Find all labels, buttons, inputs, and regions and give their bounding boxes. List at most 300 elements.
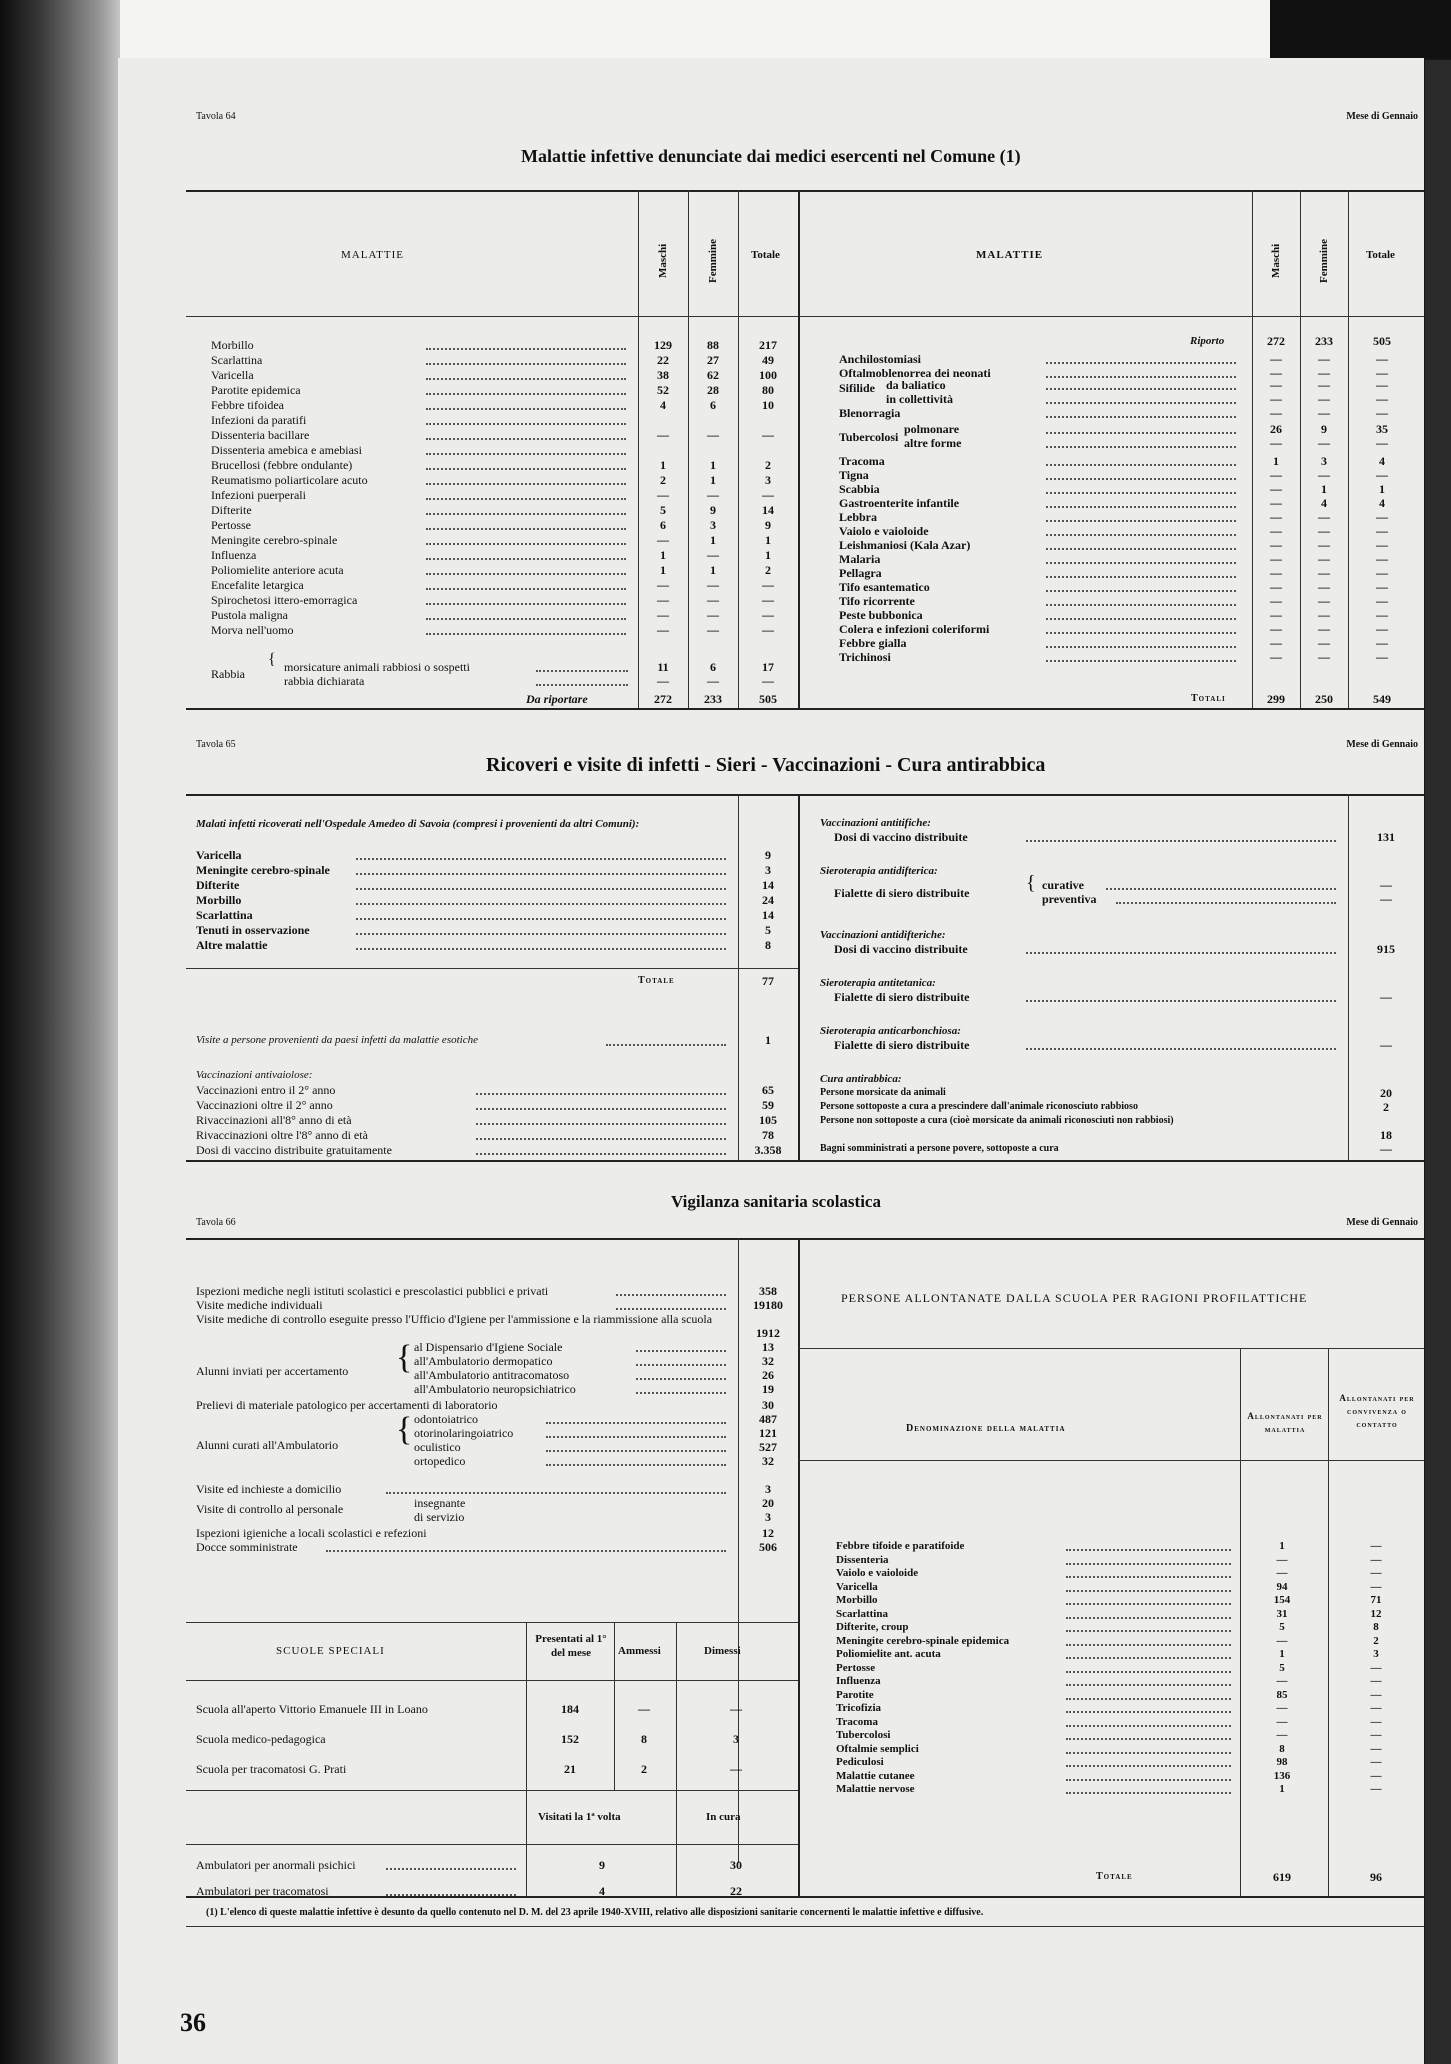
t65-r1-head: Vaccinazioni antitifiche: bbox=[820, 817, 931, 829]
t64-row-totale: 49 bbox=[762, 353, 774, 367]
t65-r1-value: 131 bbox=[1377, 830, 1395, 844]
leader-dots bbox=[1066, 1590, 1231, 1592]
t66-persone-convivenza: — bbox=[1370, 1675, 1382, 1687]
t66-col-incura: In cura bbox=[706, 1811, 741, 1823]
leader-dots bbox=[616, 1294, 726, 1296]
leader-dots bbox=[1046, 478, 1236, 480]
t64-riporto-f: 233 bbox=[1315, 334, 1333, 348]
t64-right-row-label: Tigna bbox=[839, 468, 869, 482]
scan-binding-shadow bbox=[0, 0, 120, 2064]
t64-row-totale: 1 bbox=[765, 533, 771, 547]
t66-controllo-value: 3 bbox=[765, 1510, 771, 1524]
leader-dots bbox=[426, 393, 626, 395]
leader-dots bbox=[1046, 492, 1236, 494]
t64-right-row-totale: — bbox=[1376, 406, 1388, 420]
t64-row-totale: 217 bbox=[759, 338, 777, 352]
t65-col-line bbox=[1348, 794, 1349, 1160]
t64-top-rule bbox=[186, 190, 1424, 192]
t65-r4-value: — bbox=[1380, 990, 1392, 1004]
t64-row-label: Brucellosi (febbre ondulante) bbox=[211, 458, 353, 472]
leader-dots bbox=[476, 1123, 726, 1125]
t64-row-maschi: 22 bbox=[657, 353, 669, 367]
t66-persone-malattia: — bbox=[1276, 1729, 1288, 1741]
t64-row-label: Dissenteria amebica e amebiasi bbox=[211, 443, 362, 457]
t64-row-totale: 100 bbox=[759, 368, 777, 382]
t64-right-row-totale: — bbox=[1376, 538, 1388, 552]
leader-dots bbox=[1066, 1698, 1231, 1700]
t64-col-totale: Totale bbox=[751, 249, 780, 261]
t66-row-value: 1912 bbox=[756, 1326, 780, 1340]
t66-inviati-label: al Dispensario d'Igiene Sociale bbox=[414, 1340, 563, 1354]
t65-visite-label: Visite a persone provenienti da paesi infetti da malattie esotiche bbox=[196, 1034, 478, 1046]
t64-row-maschi: — bbox=[657, 533, 669, 547]
leader-dots bbox=[476, 1093, 726, 1095]
t66-persone-malattia: 1 bbox=[1279, 1540, 1285, 1552]
leader-dots bbox=[1066, 1617, 1231, 1619]
t64-row-label: Morbillo bbox=[211, 338, 254, 352]
t64-row-label: Febbre tifoidea bbox=[211, 398, 284, 412]
t66-persone-label: Malattie nervose bbox=[836, 1783, 915, 1795]
t64-rabbia-row-label: rabbia dichiarata bbox=[284, 674, 365, 688]
t66-col-line bbox=[614, 1622, 615, 1790]
t64-right-row-totale: — bbox=[1376, 650, 1388, 664]
t66-persone-malattia: 94 bbox=[1276, 1580, 1288, 1593]
t64-row-totale: — bbox=[762, 428, 774, 442]
t64-right-row-maschi: — bbox=[1270, 608, 1282, 622]
t66-col-malattia: Allontanati per malattia bbox=[1247, 1411, 1323, 1434]
leader-dots bbox=[1046, 464, 1236, 466]
t66-persone-convivenza: — bbox=[1370, 1688, 1382, 1701]
t66-persone-malattia: 98 bbox=[1276, 1756, 1288, 1768]
t64-row-femmine: — bbox=[707, 488, 719, 502]
leader-dots bbox=[636, 1392, 726, 1394]
t66-persone-label: Malattie cutanee bbox=[836, 1769, 915, 1782]
t64-col-line bbox=[1300, 190, 1301, 708]
leader-dots bbox=[476, 1153, 726, 1155]
t64-row-label: Influenza bbox=[211, 548, 257, 562]
t64-row-label: Encefalite letargica bbox=[211, 578, 304, 592]
t64-right-row-femmine: 3 bbox=[1321, 454, 1327, 468]
t64-right-row-label: Peste bubbonica bbox=[839, 608, 923, 622]
t65-vacc-value: 65 bbox=[762, 1083, 774, 1097]
leader-dots bbox=[426, 543, 626, 545]
t64-row-totale: — bbox=[762, 578, 774, 592]
t66-curati-label: otorinolaringoiatrico bbox=[414, 1426, 514, 1440]
t64-right-row-label: Tifo ricorrente bbox=[839, 594, 915, 608]
t65-vacc-value: 105 bbox=[759, 1113, 777, 1127]
t64-row-label: Scarlattina bbox=[211, 353, 263, 367]
t66-scuole-presentati: 184 bbox=[561, 1702, 579, 1716]
t66-persone-convivenza: 3 bbox=[1373, 1648, 1379, 1660]
t64-row-femmine: — bbox=[707, 578, 719, 592]
t64-row-label: Pustola maligna bbox=[211, 608, 288, 622]
leader-dots bbox=[536, 670, 628, 672]
t64-right-row-maschi: — bbox=[1270, 636, 1282, 650]
t65-r6-value: 20 bbox=[1380, 1086, 1392, 1100]
t66-row-label: Visite mediche individuali bbox=[196, 1298, 323, 1312]
t65-vacc-value: 78 bbox=[762, 1128, 774, 1142]
leader-dots bbox=[1066, 1738, 1231, 1740]
t65-vacc-head: Vaccinazioni antivaiolose: bbox=[196, 1069, 313, 1081]
t64-right-row-totale: — bbox=[1376, 608, 1388, 622]
leader-dots bbox=[1066, 1779, 1231, 1781]
t64-row-label: Infezioni puerperali bbox=[211, 488, 306, 502]
leader-dots bbox=[1026, 840, 1336, 842]
t66-persone-label: Tricofizia bbox=[836, 1702, 881, 1714]
t64-row-femmine: 27 bbox=[707, 353, 719, 367]
t65-ricoverati-value: 5 bbox=[765, 923, 771, 937]
t64-right-row-label: Anchilostomiasi bbox=[839, 352, 922, 366]
t64-right-row-maschi: — bbox=[1270, 378, 1282, 392]
t64-right-row-femmine: — bbox=[1318, 510, 1330, 524]
t66-inviati-label: all'Ambulatorio neuropsichiatrico bbox=[414, 1382, 576, 1396]
t66-inviati-value: 26 bbox=[762, 1368, 774, 1382]
leader-dots bbox=[426, 513, 626, 515]
t64-right-row-femmine: 9 bbox=[1321, 422, 1327, 436]
t64-right-row-label: Colera e infezioni coleriformi bbox=[839, 622, 990, 636]
t65-ricoverati-label: Scarlattina bbox=[196, 908, 253, 922]
t66-persone-convivenza: 12 bbox=[1370, 1607, 1382, 1620]
t66-scuole-dimessi: 3 bbox=[733, 1732, 739, 1746]
t66-visite-domicilio-value: 3 bbox=[765, 1482, 771, 1496]
t66-curati-value: 121 bbox=[759, 1426, 777, 1440]
t66-persone-malattia: — bbox=[1276, 1567, 1288, 1579]
t65-r4-head: Sieroterapia antitetanica: bbox=[820, 977, 936, 989]
t64-right-row-totale: — bbox=[1376, 566, 1388, 580]
t66-col-line bbox=[1240, 1348, 1241, 1896]
t64-right-row-totale: 1 bbox=[1379, 482, 1385, 496]
t65-r2a-value: — bbox=[1380, 878, 1392, 892]
t65-r4-label: Fialette di siero distribuite bbox=[834, 990, 970, 1004]
leader-dots bbox=[1066, 1711, 1231, 1713]
leader-dots bbox=[1066, 1765, 1231, 1767]
t65-vacc-value: 3.358 bbox=[754, 1143, 782, 1157]
t66-scuole-top bbox=[186, 1622, 798, 1623]
t64-riporto-t: 505 bbox=[1373, 334, 1391, 348]
t64-row-maschi: 1 bbox=[660, 563, 666, 577]
t64-rabbia-row-femmine: 6 bbox=[710, 660, 716, 674]
t64-right-row-femmine: — bbox=[1318, 378, 1330, 392]
t65-r3-label: Dosi di vaccino distribuite bbox=[834, 942, 968, 956]
t66-persone-label: Pertosse bbox=[836, 1661, 876, 1674]
t65-r5-value: — bbox=[1380, 1038, 1392, 1052]
t64-row-maschi: 6 bbox=[660, 518, 666, 532]
t65-vacc-label: Rivaccinazioni all'8° anno di età bbox=[196, 1113, 352, 1127]
t66-persone-malattia: 1 bbox=[1279, 1783, 1285, 1795]
t65-month: Mese di Gennaio bbox=[1346, 739, 1418, 750]
t64-row-totale: 3 bbox=[765, 473, 771, 487]
t66-persone-label: Tubercolosi bbox=[836, 1729, 891, 1741]
t66-persone-malattia: 5 bbox=[1279, 1661, 1285, 1674]
t66-persone-label: Scarlattina bbox=[836, 1607, 888, 1620]
t64-row-totale: 10 bbox=[762, 398, 774, 412]
t64-right-row-femmine: — bbox=[1318, 366, 1330, 380]
leader-dots bbox=[636, 1378, 726, 1380]
t66-persone-label: Morbillo bbox=[836, 1594, 878, 1606]
leader-dots bbox=[1046, 446, 1236, 448]
t65-r6-label: Persone non sottoposte a cura (cioè morsicate da animali riconosciuti non rabbiosi) bbox=[820, 1115, 1174, 1126]
t66-persone-convivenza: — bbox=[1370, 1540, 1382, 1552]
t64-right-row-femmine: — bbox=[1318, 566, 1330, 580]
t65-r2-head: Sieroterapia antidifterica: bbox=[820, 865, 938, 877]
t66-persone-label: Meningite cerebro-spinale epidemica bbox=[836, 1634, 1010, 1647]
t64-right-row-maschi: — bbox=[1270, 510, 1282, 524]
leader-dots bbox=[1066, 1792, 1231, 1794]
t64-totali: Totali bbox=[1191, 693, 1226, 704]
t66-persone-malattia: 1 bbox=[1279, 1648, 1285, 1660]
leader-dots bbox=[426, 498, 626, 500]
t64-row-femmine: 1 bbox=[710, 458, 716, 472]
t66-ambul-visitati: 9 bbox=[599, 1858, 605, 1872]
t64-da-riportare: Da riportare bbox=[526, 692, 588, 706]
leader-dots bbox=[636, 1364, 726, 1366]
leader-dots bbox=[1046, 562, 1236, 564]
t64-right-row-label: Lebbra bbox=[839, 510, 878, 524]
t66-persone-malattia: 154 bbox=[1273, 1594, 1291, 1606]
t66-persone-label: Varicella bbox=[836, 1580, 878, 1593]
t64-col-line bbox=[638, 190, 639, 708]
leader-dots bbox=[546, 1464, 726, 1466]
t66-totale-a: 619 bbox=[1273, 1870, 1291, 1884]
t66-center-line bbox=[798, 1238, 800, 1896]
t64-row-maschi: 1 bbox=[660, 458, 666, 472]
leader-dots bbox=[1066, 1630, 1231, 1632]
t64-row-label: Varicella bbox=[211, 368, 254, 382]
leader-dots bbox=[1026, 952, 1336, 954]
t66-persone-convivenza: 71 bbox=[1370, 1594, 1382, 1606]
t65-r6-label: Persone morsicate da animali bbox=[820, 1087, 946, 1098]
t64-rabbia-row-maschi: — bbox=[657, 674, 669, 688]
t66-controllo-value: 20 bbox=[762, 1496, 774, 1510]
t64-right-row-maschi: — bbox=[1270, 352, 1282, 366]
t64-right-row-maschi: 26 bbox=[1270, 422, 1282, 436]
t64-da-riportare-m: 272 bbox=[654, 692, 672, 706]
leader-dots bbox=[1046, 432, 1236, 434]
t64-right-row-label: Tifo esantematico bbox=[839, 580, 930, 594]
leader-dots bbox=[1066, 1725, 1231, 1727]
t64-right-row-maschi: — bbox=[1270, 436, 1282, 450]
t64-row-label: Meningite cerebro-spinale bbox=[211, 533, 338, 547]
leader-dots bbox=[426, 348, 626, 350]
t64-col-maschi-right: Maschi bbox=[1270, 243, 1282, 278]
leader-dots bbox=[426, 423, 626, 425]
t66-persone-label: Febbre tifoide e paratifoide bbox=[836, 1540, 965, 1552]
t64-label: Tavola 64 bbox=[196, 111, 236, 122]
t64-right-row-maschi: — bbox=[1270, 392, 1282, 406]
t66-persone-malattia: — bbox=[1276, 1715, 1288, 1728]
t66-row-label: Visite mediche di controllo eseguite presso l'Ufficio d'Igiene per l'ammissione e la riammissione alla scuola bbox=[196, 1312, 713, 1326]
t64-col-malattie-right: MALATTIE bbox=[976, 249, 1044, 261]
t66-persone-convivenza: — bbox=[1370, 1567, 1382, 1579]
t64-row-label: Pertosse bbox=[211, 518, 251, 532]
t66-scuole-label: Scuola medico-pedagogica bbox=[196, 1732, 326, 1746]
t65-bottom-rule bbox=[186, 1160, 1424, 1162]
t66-scuole-dimessi: — bbox=[730, 1702, 742, 1716]
t64-row-label: Difterite bbox=[211, 503, 252, 517]
t64-right-row-label: Blenorragia bbox=[839, 406, 901, 420]
t66-persone-label: Vaiolo e vaioloide bbox=[836, 1567, 919, 1579]
t66-ambul-visitati: 4 bbox=[599, 1884, 605, 1898]
t64-right-row-maschi: — bbox=[1270, 406, 1282, 420]
t64-rabbia-row-totale: 17 bbox=[762, 660, 774, 674]
leader-dots bbox=[1046, 604, 1236, 606]
t66-scuole-ammessi: — bbox=[638, 1702, 650, 1716]
t65-r6-head: Cura antirabbica: bbox=[820, 1073, 902, 1085]
t66-curati-value: 527 bbox=[759, 1440, 777, 1454]
t64-row-totale: 2 bbox=[765, 563, 771, 577]
leader-dots bbox=[386, 1492, 726, 1494]
t64-col-maschi: Maschi bbox=[657, 243, 669, 278]
t65-r6-value: 18 bbox=[1380, 1128, 1392, 1142]
t66-inviati-value: 19 bbox=[762, 1382, 774, 1396]
t64-right-row-label: Malaria bbox=[839, 552, 881, 566]
footnote: (1) L'elenco di queste malattie infettive è desunto da quello contenuto nel D. M. del 23 aprile 1940-XVIII, relativo alle disposizioni sanitarie concernenti le malattie infettive e diffusive. bbox=[206, 1907, 984, 1918]
t66-persone-head: PERSONE ALLONTANATE DALLA SCUOLA PER RAGIONI PROFILATTICHE bbox=[841, 1291, 1308, 1305]
t66-scuole-label: Scuola all'aperto Vittorio Emanuele III in Loano bbox=[196, 1702, 428, 1716]
t66-persone-head-rule bbox=[798, 1460, 1424, 1461]
t65-ricoverati-value: 9 bbox=[765, 848, 771, 862]
t64-riporto: Riporto bbox=[1190, 335, 1225, 347]
leader-dots bbox=[536, 684, 628, 686]
leader-dots bbox=[606, 1044, 726, 1046]
t64-row-maschi: — bbox=[657, 608, 669, 622]
t66-persone-convivenza: — bbox=[1370, 1729, 1382, 1741]
t66-title: Vigilanza sanitaria scolastica bbox=[671, 1192, 881, 1211]
t64-col-femmine-right: Femmine bbox=[1318, 239, 1330, 283]
t64-right-row-maschi: — bbox=[1270, 524, 1282, 538]
t66-col-line bbox=[526, 1622, 527, 1896]
t66-alunni-curati: Alunni curati all'Ambulatorio bbox=[196, 1438, 339, 1452]
leader-dots bbox=[1026, 1000, 1336, 1002]
t64-right-row-totale: — bbox=[1376, 580, 1388, 594]
t66-bottom-rule bbox=[186, 1896, 1424, 1898]
t64-row-femmine: 1 bbox=[710, 533, 716, 547]
leader-dots bbox=[426, 408, 626, 410]
t64-right-row-femmine: — bbox=[1318, 538, 1330, 552]
t64-right-row-femmine: — bbox=[1318, 392, 1330, 406]
t66-top-rule bbox=[186, 1238, 1424, 1240]
t66-persone-malattia: 5 bbox=[1279, 1621, 1285, 1633]
t64-col-totale-right: Totale bbox=[1366, 249, 1395, 261]
t66-scuole-head: SCUOLE SPECIALI bbox=[276, 1645, 385, 1657]
page-number: 36 bbox=[180, 2008, 206, 2037]
t66-controllo-label: insegnante bbox=[414, 1496, 466, 1510]
t66-row-label: Ispezioni mediche negli istituti scolastici e prescolastici pubblici e privati bbox=[196, 1284, 549, 1298]
t66-row-value: 19180 bbox=[753, 1298, 783, 1312]
t64-row-label: Infezioni da paratifi bbox=[211, 413, 307, 427]
t65-r2-brace: { bbox=[1026, 872, 1036, 894]
t66-persone-label: Poliomielite ant. acuta bbox=[836, 1648, 941, 1660]
t66-persone-convivenza: — bbox=[1370, 1553, 1382, 1566]
leader-dots bbox=[1066, 1657, 1231, 1659]
scan-right-border bbox=[1425, 60, 1451, 2064]
t66-scuole-label: Scuola per tracomatosi G. Prati bbox=[196, 1762, 347, 1776]
leader-dots bbox=[426, 573, 626, 575]
leader-dots bbox=[426, 468, 626, 470]
t66-persone-convivenza: — bbox=[1370, 1783, 1382, 1795]
t64-right-row-maschi: — bbox=[1270, 552, 1282, 566]
leader-dots bbox=[1066, 1671, 1231, 1673]
t66-col-visitati: Visitati la 1ª volta bbox=[538, 1811, 621, 1823]
t66-scuole-presentati: 21 bbox=[564, 1762, 576, 1776]
t64-right-row-maschi: — bbox=[1270, 538, 1282, 552]
t64-right-row-totale: 4 bbox=[1379, 454, 1385, 468]
t66-brace: { bbox=[396, 1339, 413, 1376]
t64-rabbia-row-label: morsicature animali rabbiosi o sospetti bbox=[284, 660, 470, 674]
t64-row-maschi: 4 bbox=[660, 398, 666, 412]
leader-dots bbox=[356, 948, 726, 950]
t64-right-row-totale: — bbox=[1376, 436, 1388, 450]
leader-dots bbox=[1066, 1603, 1231, 1605]
t64-row-totale: 14 bbox=[762, 503, 774, 517]
t66-ispezioni-value: 12 bbox=[762, 1526, 774, 1540]
t66-curati-value: 487 bbox=[759, 1412, 777, 1426]
t64-row-femmine: — bbox=[707, 623, 719, 637]
t65-r6-value: — bbox=[1380, 1142, 1392, 1156]
t66-ambul-label: Ambulatori per anormali psichici bbox=[196, 1858, 356, 1872]
t66-inviati-label: all'Ambulatorio dermopatico bbox=[414, 1354, 553, 1368]
t66-visite-domicilio-label: Visite ed inchieste a domicilio bbox=[196, 1482, 342, 1496]
t65-ricoverati-value: 14 bbox=[762, 908, 774, 922]
t66-persone-convivenza: — bbox=[1370, 1715, 1382, 1728]
t66-prelievi-label: Prelievi di materiale patologico per accertamenti di laboratorio bbox=[196, 1398, 498, 1412]
t64-bottom-rule bbox=[186, 708, 1424, 710]
t66-col-convivenza: Allontanati per convivenza o contatto bbox=[1339, 1393, 1415, 1429]
t65-r5-head: Sieroterapia anticarbonchiosa: bbox=[820, 1025, 961, 1037]
t66-brace: { bbox=[396, 1411, 413, 1448]
t64-right-row-femmine: — bbox=[1318, 352, 1330, 366]
leader-dots bbox=[356, 903, 726, 905]
t64-totali-m: 299 bbox=[1267, 692, 1285, 706]
t64-totali-t: 549 bbox=[1373, 692, 1391, 706]
t64-right-row-maschi: — bbox=[1270, 622, 1282, 636]
t64-right-row-label: Gastroenterite infantile bbox=[839, 496, 960, 510]
leader-dots bbox=[426, 363, 626, 365]
t64-row-maschi: — bbox=[657, 623, 669, 637]
leader-dots bbox=[426, 483, 626, 485]
t66-col-line bbox=[1328, 1348, 1329, 1896]
t64-right-row-femmine: — bbox=[1318, 650, 1330, 664]
t66-col-denominazione: Denominazione della malattia bbox=[906, 1423, 1066, 1434]
leader-dots bbox=[426, 528, 626, 530]
leader-dots bbox=[1046, 576, 1236, 578]
t66-month: Mese di Gennaio bbox=[1346, 1217, 1418, 1228]
t64-row-maschi: 1 bbox=[660, 548, 666, 562]
t64-right-row-totale: 35 bbox=[1376, 422, 1388, 436]
t66-persone-convivenza: 8 bbox=[1373, 1621, 1379, 1633]
leader-dots bbox=[1066, 1576, 1231, 1578]
t64-right-row-maschi: — bbox=[1270, 566, 1282, 580]
t65-r6-value: 2 bbox=[1383, 1100, 1389, 1114]
t64-rabbia-brace: { bbox=[268, 651, 276, 668]
t64-right-row-maschi: — bbox=[1270, 366, 1282, 380]
t66-persone-malattia: — bbox=[1276, 1702, 1288, 1714]
t65-ricoverati-value: 24 bbox=[762, 893, 774, 907]
leader-dots bbox=[546, 1436, 726, 1438]
t64-right-row-femmine: — bbox=[1318, 406, 1330, 420]
t64-row-maschi: 38 bbox=[657, 368, 669, 382]
t64-tubercolosi-label: Tubercolosi bbox=[839, 430, 899, 444]
leader-dots bbox=[1066, 1684, 1231, 1686]
t64-rabbia-row-femmine: — bbox=[707, 674, 719, 688]
t64-right-row-totale: — bbox=[1376, 622, 1388, 636]
t64-right-row-label: altre forme bbox=[904, 436, 962, 450]
t64-da-riportare-t: 505 bbox=[759, 692, 777, 706]
t65-center-line bbox=[798, 794, 800, 1160]
t66-persone-convivenza: — bbox=[1370, 1702, 1382, 1714]
t64-month: Mese di Gennaio bbox=[1346, 111, 1418, 122]
t66-scuole-bottom bbox=[186, 1790, 798, 1791]
